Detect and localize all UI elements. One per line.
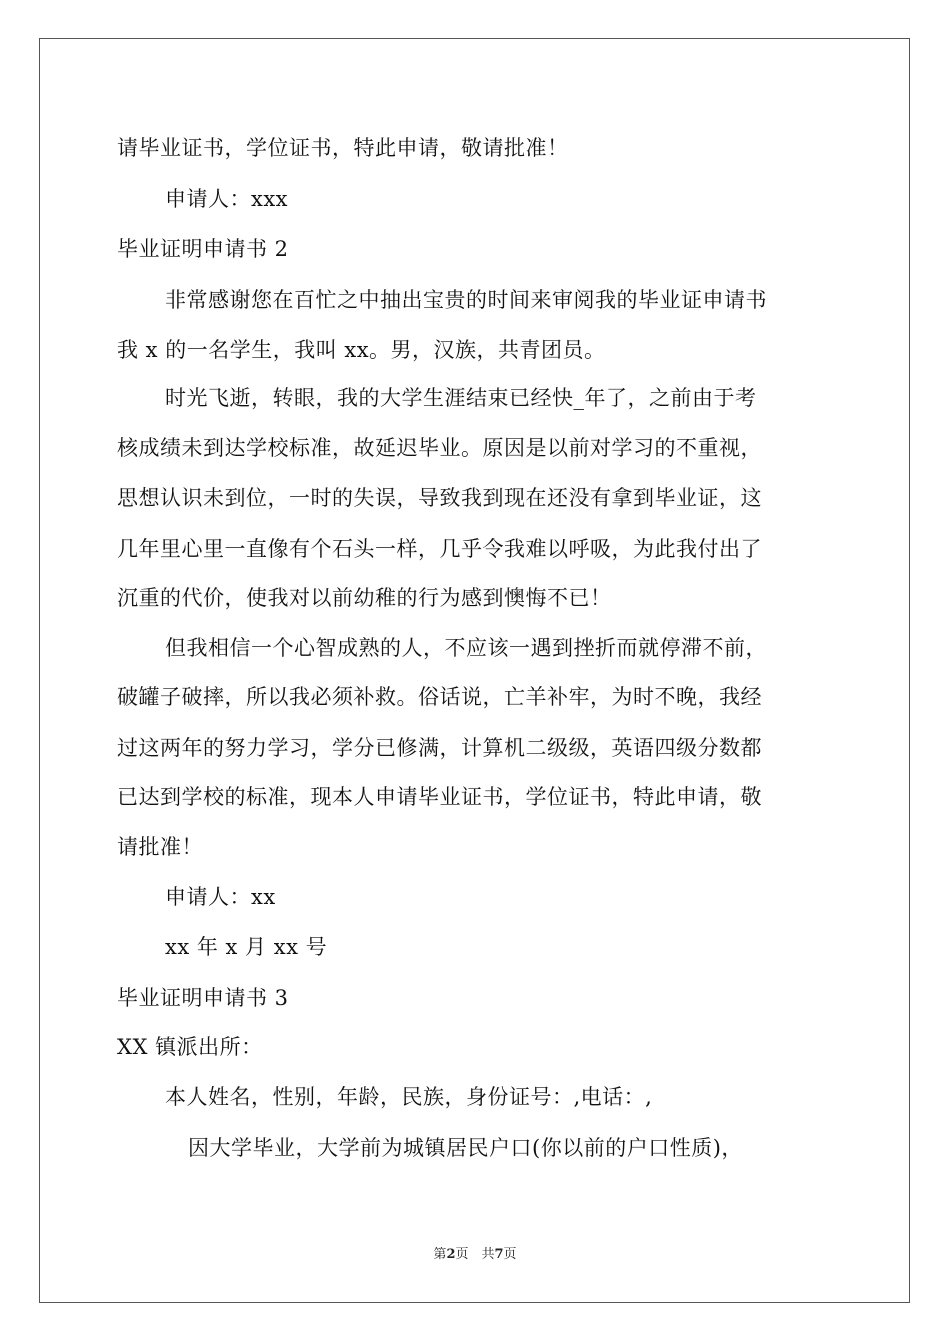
page-mid: 页 共	[455, 1247, 495, 1262]
text-line: 思想认识未到位，一时的失误，导致我到现在还没有拿到毕业证，这	[117, 486, 762, 510]
text-line: 请毕业证书，学位证书，特此申请，敬请批准！	[117, 136, 569, 160]
text-line: 已达到学校的标准，现本人申请毕业证书，学位证书，特此申请，敬	[117, 785, 762, 809]
text-line: 因大学毕业，大学前为城镇居民户口(你以前的户口性质)，	[188, 1136, 743, 1160]
text-line: XX 镇派出所：	[117, 1035, 263, 1059]
page-total: 7	[494, 1247, 504, 1262]
text-line: 申请人：xxx	[165, 187, 289, 211]
page-suffix: 页	[503, 1247, 517, 1262]
page-prefix: 第	[433, 1247, 447, 1262]
section-heading: 毕业证明申请书 2	[117, 237, 289, 261]
text-line: 但我相信一个心智成熟的人，不应该一遇到挫折而就停滞不前，	[165, 636, 767, 660]
text-line: 我 x 的一名学生，我叫 xx。男，汉族，共青团员。	[117, 338, 606, 362]
text-line: 非常感谢您在百忙之中抽出宝贵的时间来审阅我的毕业证申请书	[165, 288, 767, 312]
text-line: 过这两年的努力学习，学分已修满，计算机二级级，英语四级分数都	[117, 736, 762, 760]
page-current: 2	[446, 1247, 456, 1262]
text-line: 破罐子破摔，所以我必须补救。俗话说，亡羊补牢，为时不晚，我经	[117, 685, 762, 709]
text-line: 本人姓名，性别，年龄，民族，身份证号：,电话：,	[165, 1085, 653, 1109]
section-heading: 毕业证明申请书 3	[117, 986, 289, 1010]
text-line: 核成绩未到达学校标准，故延迟毕业。原因是以前对学习的不重视，	[117, 436, 762, 460]
text-line: 申请人：xx	[165, 885, 276, 909]
text-line: xx 年 x 月 xx 号	[165, 935, 328, 959]
page-footer	[0, 1246, 950, 1264]
text-line: 沉重的代价，使我对以前幼稚的行为感到懊悔不已！	[117, 586, 612, 610]
page-frame	[39, 38, 910, 1303]
text-line: 几年里心里一直像有个石头一样，几乎令我难以呼吸，为此我付出了	[117, 537, 762, 561]
text-line: 时光飞逝，转眼，我的大学生涯结束已经快_年了，之前由于考	[165, 386, 757, 410]
text-line: 请批准！	[117, 835, 203, 859]
